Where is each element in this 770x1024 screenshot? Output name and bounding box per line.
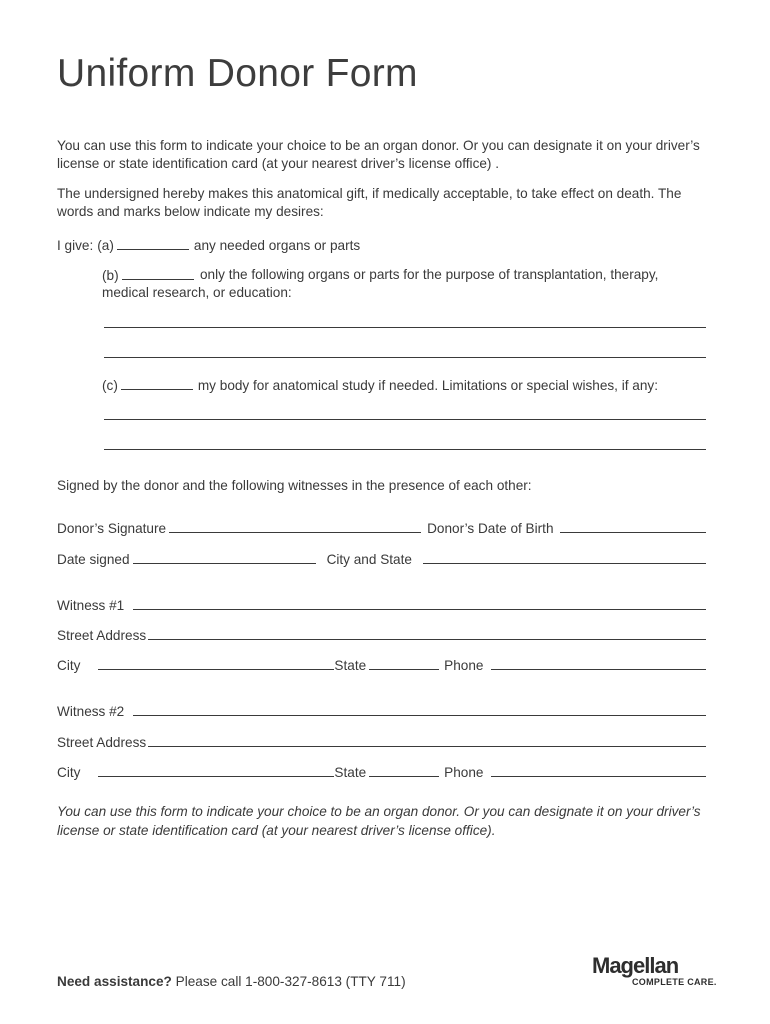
option-c-letter: (c) <box>102 378 118 393</box>
donor-signature-field[interactable] <box>169 531 421 533</box>
witness1-state-label: State <box>334 658 367 673</box>
option-c-line-1[interactable] <box>104 419 706 420</box>
witness2-city-label: City <box>57 765 81 780</box>
logo-sub-text: COMPLETE CARE. <box>632 977 717 987</box>
page-title: Uniform Donor Form <box>57 52 418 95</box>
witness2-address-row <box>57 730 706 750</box>
donor-signature-row <box>57 516 706 536</box>
city-state-field[interactable] <box>423 562 706 564</box>
witness2-street-label: Street Address <box>57 735 147 750</box>
witness2-city-row <box>57 760 706 780</box>
witness2-state-field[interactable] <box>369 775 439 777</box>
date-signed-field[interactable] <box>133 562 316 564</box>
witness1-city-field[interactable] <box>98 668 334 670</box>
option-a-row <box>57 233 706 253</box>
witness2-street-field[interactable] <box>148 745 706 747</box>
option-a-text: any needed organs or parts <box>193 238 361 253</box>
witness1-field[interactable] <box>133 608 706 610</box>
witness1-city-label: City <box>57 658 81 673</box>
option-b-letter: (b) <box>102 268 119 283</box>
donor-dob-field[interactable] <box>560 531 706 533</box>
intro-paragraph: You can use this form to indicate your choice to be an organ donor. Or you can designate it on your driver’s license or state identification card (at your nearest driver’s license office) . <box>57 138 700 171</box>
signed-statement: Signed by the donor and the following witnesses in the presence of each other: <box>57 478 532 493</box>
option-c-line-2[interactable] <box>104 449 706 450</box>
footer-bold-label: Need assistance? <box>57 974 172 989</box>
footer-phone-text: Please call 1-800-327-8613 (TTY 711) <box>171 974 406 989</box>
witness1-address-row <box>57 623 706 643</box>
date-signed-label: Date signed <box>57 552 130 567</box>
witness2-label: Witness #2 <box>57 704 125 719</box>
date-signed-row <box>57 547 706 567</box>
witness2-field[interactable] <box>133 714 706 716</box>
witness1-state-field[interactable] <box>369 668 439 670</box>
witness1-label: Witness #1 <box>57 598 125 613</box>
reminder-note: You can use this form to indicate your choice to be an organ donor. Or you can designate it on your driver’s license or state identification card (at your nearest driver’s license office). <box>57 804 701 838</box>
witness2-state-label: State <box>334 765 367 780</box>
logo-main-text: Magellan <box>592 953 679 978</box>
witness1-row <box>57 593 706 613</box>
witness1-street-field[interactable] <box>148 638 706 640</box>
option-b-line-1[interactable] <box>104 327 706 328</box>
witness1-city-row <box>57 653 706 673</box>
option-c-row <box>102 373 706 393</box>
donor-signature-label: Donor’s Signature <box>57 521 167 536</box>
option-a-field[interactable] <box>117 248 189 250</box>
option-b-line-2[interactable] <box>104 357 706 358</box>
option-c-field[interactable] <box>121 388 193 390</box>
witness1-phone-field[interactable] <box>491 668 706 670</box>
witness1-street-label: Street Address <box>57 628 147 643</box>
donor-dob-label: Donor’s Date of Birth <box>427 521 554 536</box>
witness1-phone-label: Phone <box>444 658 484 673</box>
option-a-letter: (a) <box>97 238 114 253</box>
witness2-phone-label: Phone <box>444 765 484 780</box>
option-c-text: my body for anatomical study if needed. Limitations or special wishes, if any: <box>197 378 659 393</box>
i-give-label: I give: <box>57 238 94 253</box>
footer-assistance <box>57 974 406 989</box>
witness2-row <box>57 699 706 719</box>
option-b-text: only the following organs or parts for the purpose of transplantation, therapy, medical research, or education: <box>102 267 659 300</box>
magellan-logo <box>592 955 720 987</box>
witness2-phone-field[interactable] <box>491 775 706 777</box>
city-state-label: City and State <box>326 552 412 567</box>
witness2-city-field[interactable] <box>98 775 334 777</box>
gift-statement: The undersigned hereby makes this anatomical gift, if medically acceptable, to take effect on death. The words and marks below indicate my desires: <box>57 186 682 219</box>
